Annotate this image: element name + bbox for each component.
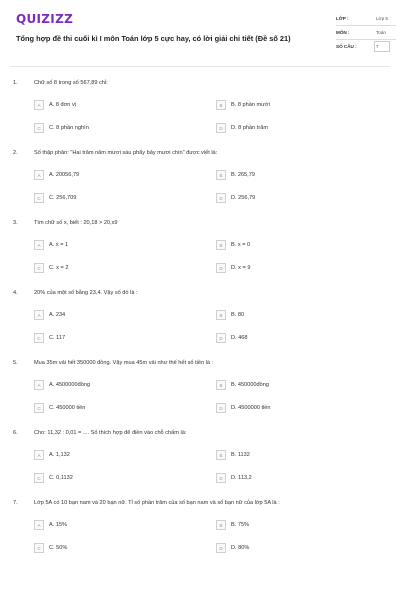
option-letter-badge: A (34, 100, 44, 110)
option-text: C. x = 2 (49, 265, 69, 271)
question-text: Chữ số 8 trong số 567,89 chỉ: (34, 80, 108, 86)
option-letter-badge: D (216, 403, 226, 413)
option-text: C. 256,709 (49, 195, 77, 201)
option-text: B. 80 (231, 312, 245, 318)
option-text: A. 4500000đồng (49, 382, 91, 388)
question-text: Mua 35m vải hết 350000 đồng. Vậy mua 45m vải như thế hết số tiền là : (34, 360, 214, 366)
option-letter-badge: D (216, 193, 226, 203)
option-letter-badge: C (34, 333, 44, 343)
question-item (0, 150, 400, 210)
question-item (0, 500, 400, 560)
worksheet-meta (336, 12, 396, 54)
option-text: A. 1,132 (49, 452, 70, 458)
option-text: C. 50% (49, 545, 68, 551)
question-text: Lớp 5A có 10 bạn nam và 20 bạn nữ. Tỉ số phần trăm của số bạn nam và số bạn nữ của lớp 5A là : (34, 500, 280, 506)
option-letter-badge: A (34, 310, 44, 320)
option-letter-badge: D (216, 543, 226, 553)
question-text: Tìm chữ số x, biết : 20,18 > 20,x9 (34, 220, 118, 226)
question-text: 20% của một số bằng 23,4. Vậy số đó là : (34, 290, 138, 296)
option-text: D. x = 9 (231, 265, 251, 271)
option-text: B. 1132 (231, 452, 250, 458)
worksheet-title: Tổng hợp đề thi cuối kì I môn Toán lớp 5 cực hay, có lời giải chi tiết (Đề số 21) (16, 34, 291, 43)
meta-key: SỐ CÂU : (336, 44, 357, 49)
option-letter-badge: C (34, 263, 44, 273)
option-text: D. 113,2 (231, 475, 252, 481)
option-letter-badge: D (216, 333, 226, 343)
option-letter-badge: D (216, 123, 226, 133)
question-text: Cho: 11,32 : 0,01 = .... Số thích hợp để điền vào chỗ chấm là: (34, 430, 187, 436)
option-letter-badge: C (34, 473, 44, 483)
option-letter-badge: B (216, 170, 226, 180)
option-letter-badge: C (34, 403, 44, 413)
meta-key: MÔN : (336, 30, 350, 35)
option-text: A. 234 (49, 312, 66, 318)
meta-row-class (336, 12, 396, 26)
option-letter-badge: B (216, 380, 226, 390)
option-letter-badge: C (34, 123, 44, 133)
question-item (0, 430, 400, 490)
meta-row-subject (336, 26, 396, 40)
option-text: C. 8 phần nghìn (49, 125, 89, 131)
option-letter-badge: D (216, 263, 226, 273)
meta-value: 7 (376, 44, 379, 49)
option-letter-badge: B (216, 240, 226, 250)
quizizz-logo: QUIZIZZ (16, 12, 74, 26)
option-text: A. 8 đơn vị (49, 102, 76, 108)
question-item (0, 80, 400, 140)
meta-value: Lớp 5 (376, 16, 388, 21)
question-text: Số thập phân: "Hai trăm năm mươi sáu phẩy bảy mươi chín" được viết là: (34, 150, 218, 156)
option-letter-badge: C (34, 193, 44, 203)
option-text: B. 75% (231, 522, 250, 528)
option-text: B. 8 phần mười (231, 102, 270, 108)
option-text: B. x = 0 (231, 242, 251, 248)
option-letter-badge: A (34, 380, 44, 390)
option-text: C. 0,1132 (49, 475, 73, 481)
header-divider (10, 66, 390, 67)
option-text: C. 450000 tiền (49, 405, 86, 411)
option-letter-badge: A (34, 450, 44, 460)
option-text: A. 15% (49, 522, 68, 528)
meta-row-question-count (336, 40, 396, 54)
option-letter-badge: C (34, 543, 44, 553)
question-number: 3. (13, 220, 18, 226)
option-text: A. 20056,79 (49, 172, 80, 178)
option-letter-badge: D (216, 473, 226, 483)
option-text: D. 8 phần trăm (231, 125, 268, 131)
option-text: D. 256,79 (231, 195, 256, 201)
option-text: D. 80% (231, 545, 250, 551)
question-number: 2. (13, 150, 18, 156)
question-number: 1. (13, 80, 18, 86)
option-text: B. 265,79 (231, 172, 255, 178)
option-letter-badge: A (34, 520, 44, 530)
question-number: 5. (13, 360, 18, 366)
option-text: A. x = 1 (49, 242, 69, 248)
worksheet-header (10, 12, 390, 64)
question-item (0, 220, 400, 280)
option-letter-badge: B (216, 100, 226, 110)
question-item (0, 290, 400, 350)
option-letter-badge: A (34, 170, 44, 180)
option-text: D. 4500000 tiền (231, 405, 271, 411)
option-text: C. 117 (49, 335, 66, 341)
meta-key: LỚP : (336, 16, 349, 21)
option-letter-badge: B (216, 310, 226, 320)
question-number: 6. (13, 430, 18, 436)
question-number: 7. (13, 500, 18, 506)
option-text: B. 450000đồng (231, 382, 269, 388)
meta-value: Toán (376, 30, 386, 35)
option-letter-badge: B (216, 520, 226, 530)
option-letter-badge: B (216, 450, 226, 460)
question-number: 4. (13, 290, 18, 296)
question-item (0, 360, 400, 420)
option-letter-badge: A (34, 240, 44, 250)
option-text: D. 468 (231, 335, 248, 341)
